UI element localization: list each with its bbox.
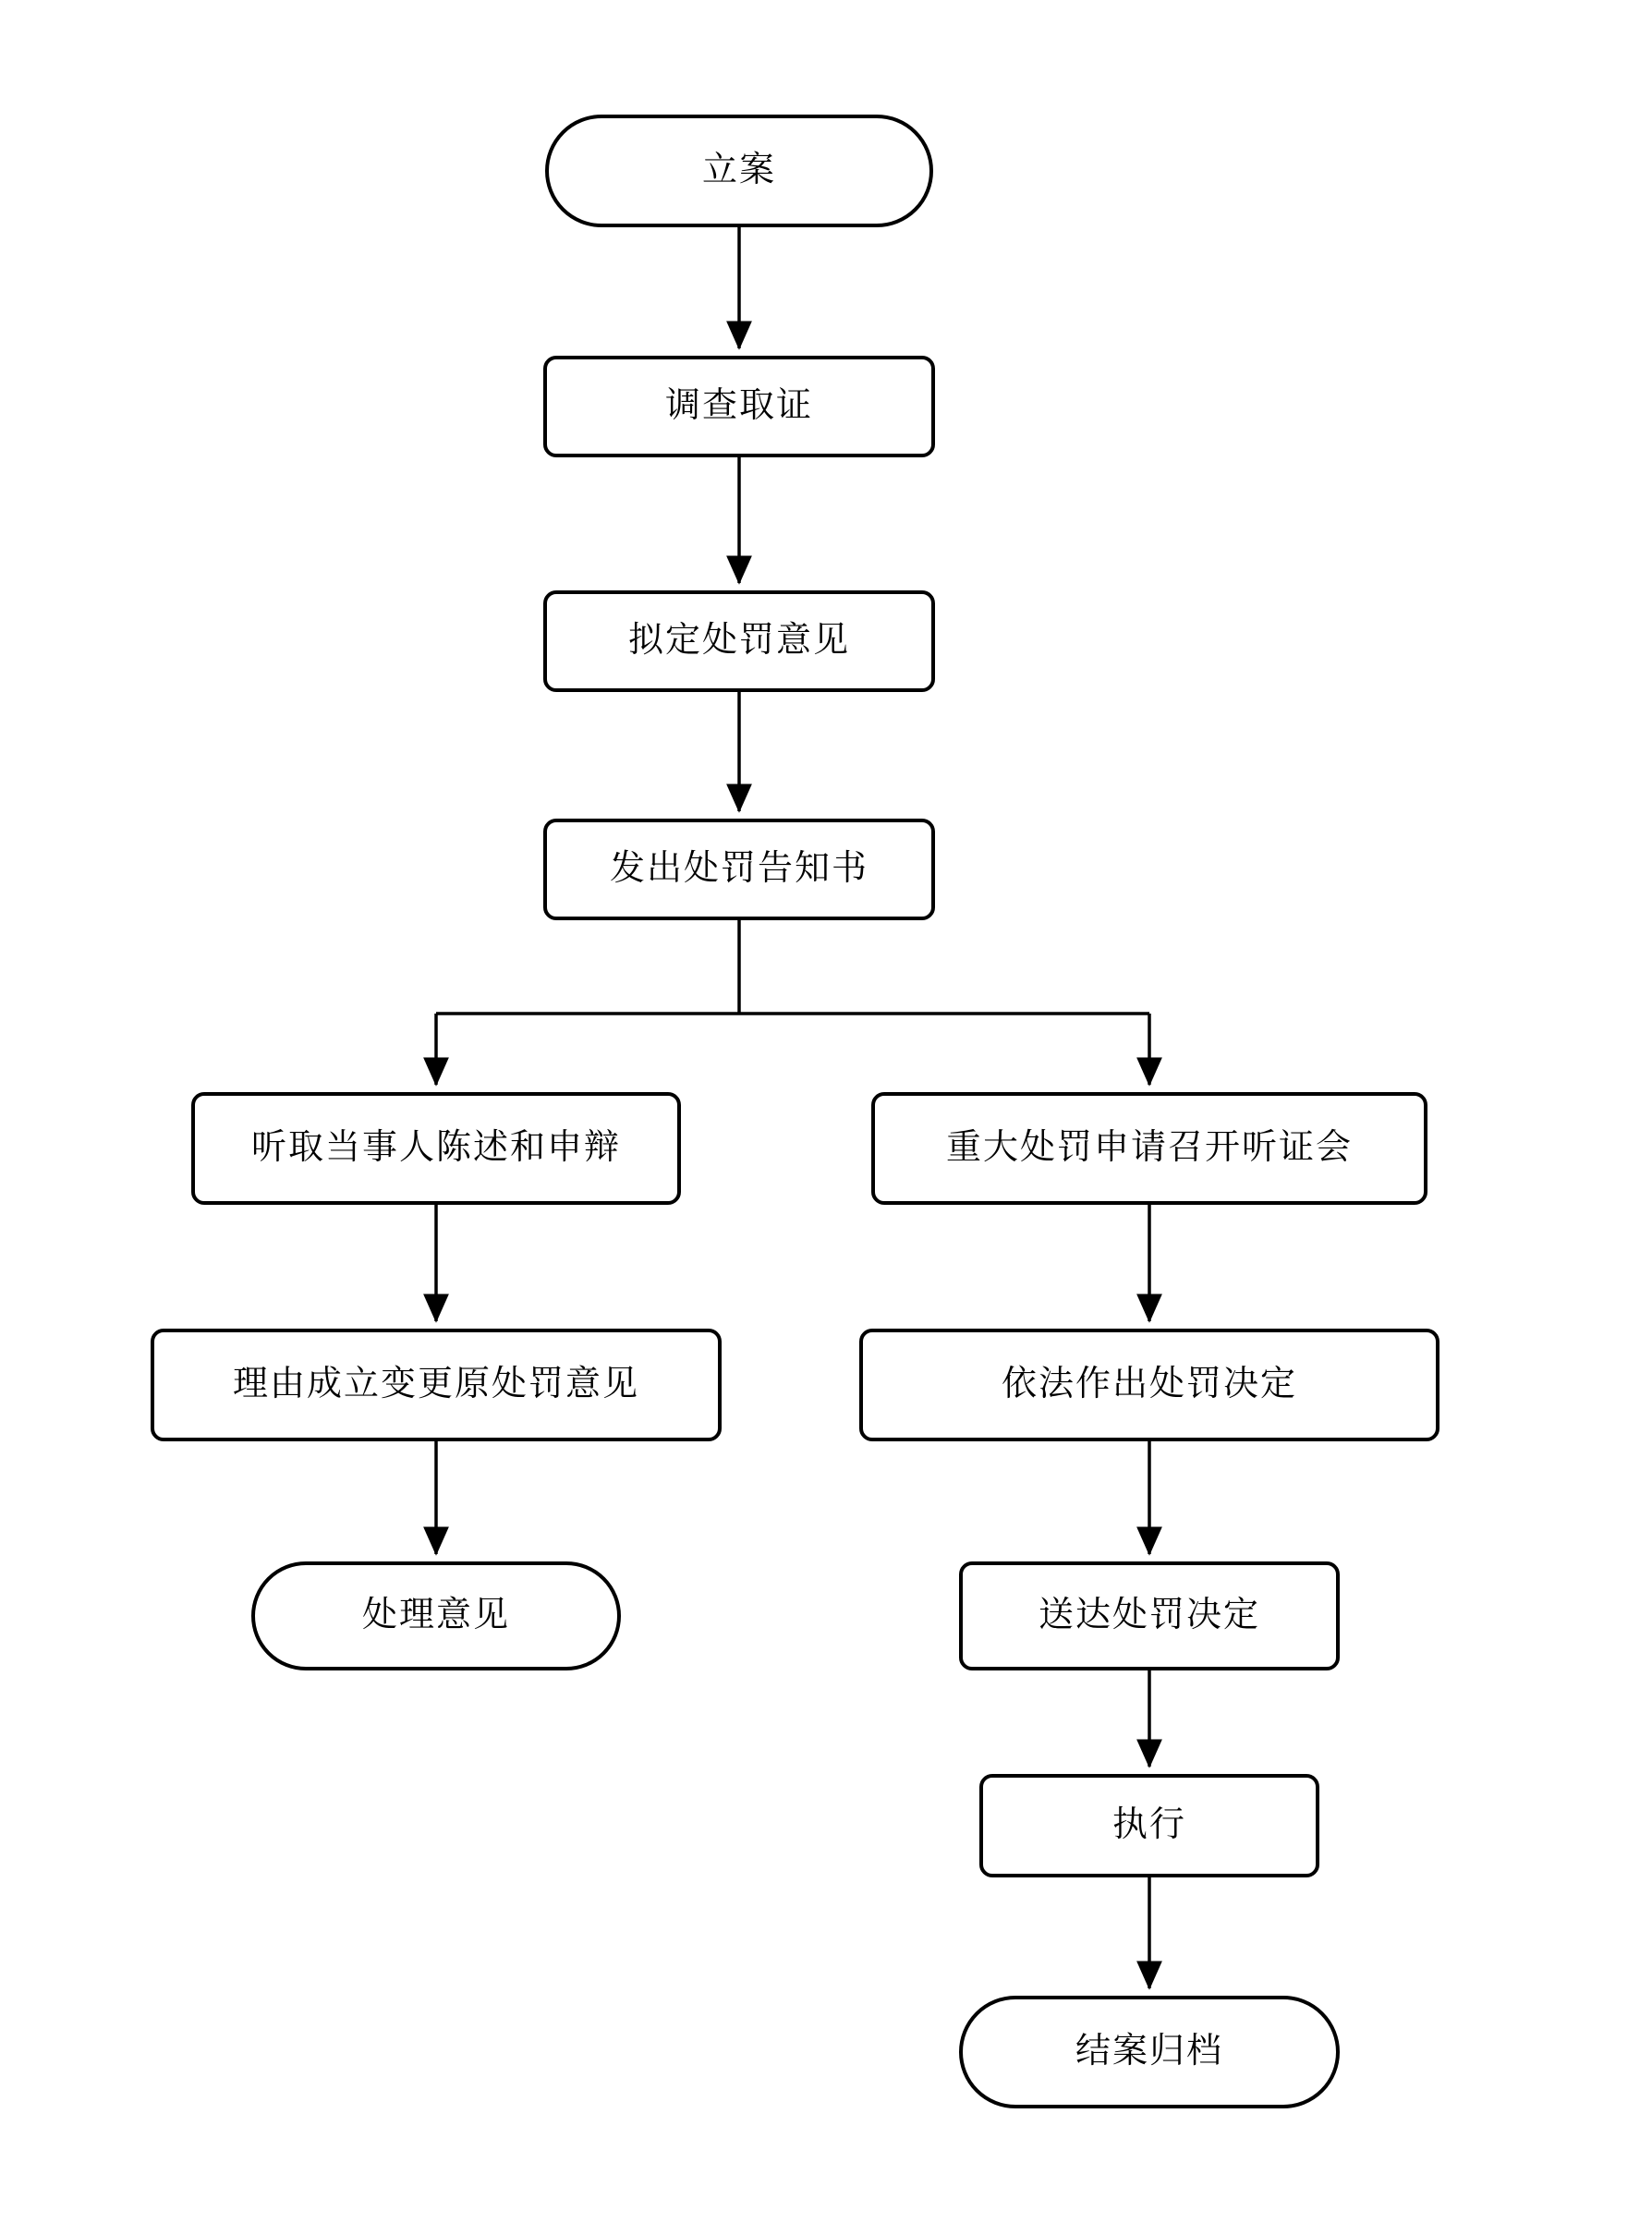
node-issue-penalty-notice [543, 819, 935, 920]
node-handling-opinion [251, 1561, 621, 1670]
node-hear-party-statement [191, 1092, 681, 1205]
node-label: 调查取证 [664, 386, 813, 426]
node-draft-penalty-opinion [543, 590, 935, 692]
node-label: 处理意见 [361, 1596, 510, 1635]
node-label: 结案归档 [1075, 2032, 1223, 2071]
node-label: 拟定处罚意见 [627, 621, 850, 661]
node-label: 送达处罚决定 [1038, 1596, 1260, 1635]
node-label: 立案 [701, 151, 776, 190]
node-deliver-penalty-decision [959, 1561, 1340, 1670]
node-label: 理由成立变更原处罚意见 [232, 1365, 639, 1404]
node-investigation-evidence [543, 356, 935, 457]
node-label: 发出处罚告知书 [609, 849, 869, 889]
node-label: 重大处罚申请召开听证会 [945, 1128, 1353, 1168]
node-label: 听取当事人陈述和申辩 [250, 1128, 621, 1168]
node-amend-penalty-opinion [151, 1329, 722, 1441]
node-execution [979, 1774, 1319, 1877]
node-major-penalty-hearing [871, 1092, 1427, 1205]
node-label: 依法作出处罚决定 [1001, 1365, 1297, 1404]
node-case-filing [545, 115, 933, 227]
node-make-penalty-decision [859, 1329, 1439, 1441]
node-label: 执行 [1111, 1805, 1186, 1845]
node-close-and-archive [959, 1996, 1340, 2108]
